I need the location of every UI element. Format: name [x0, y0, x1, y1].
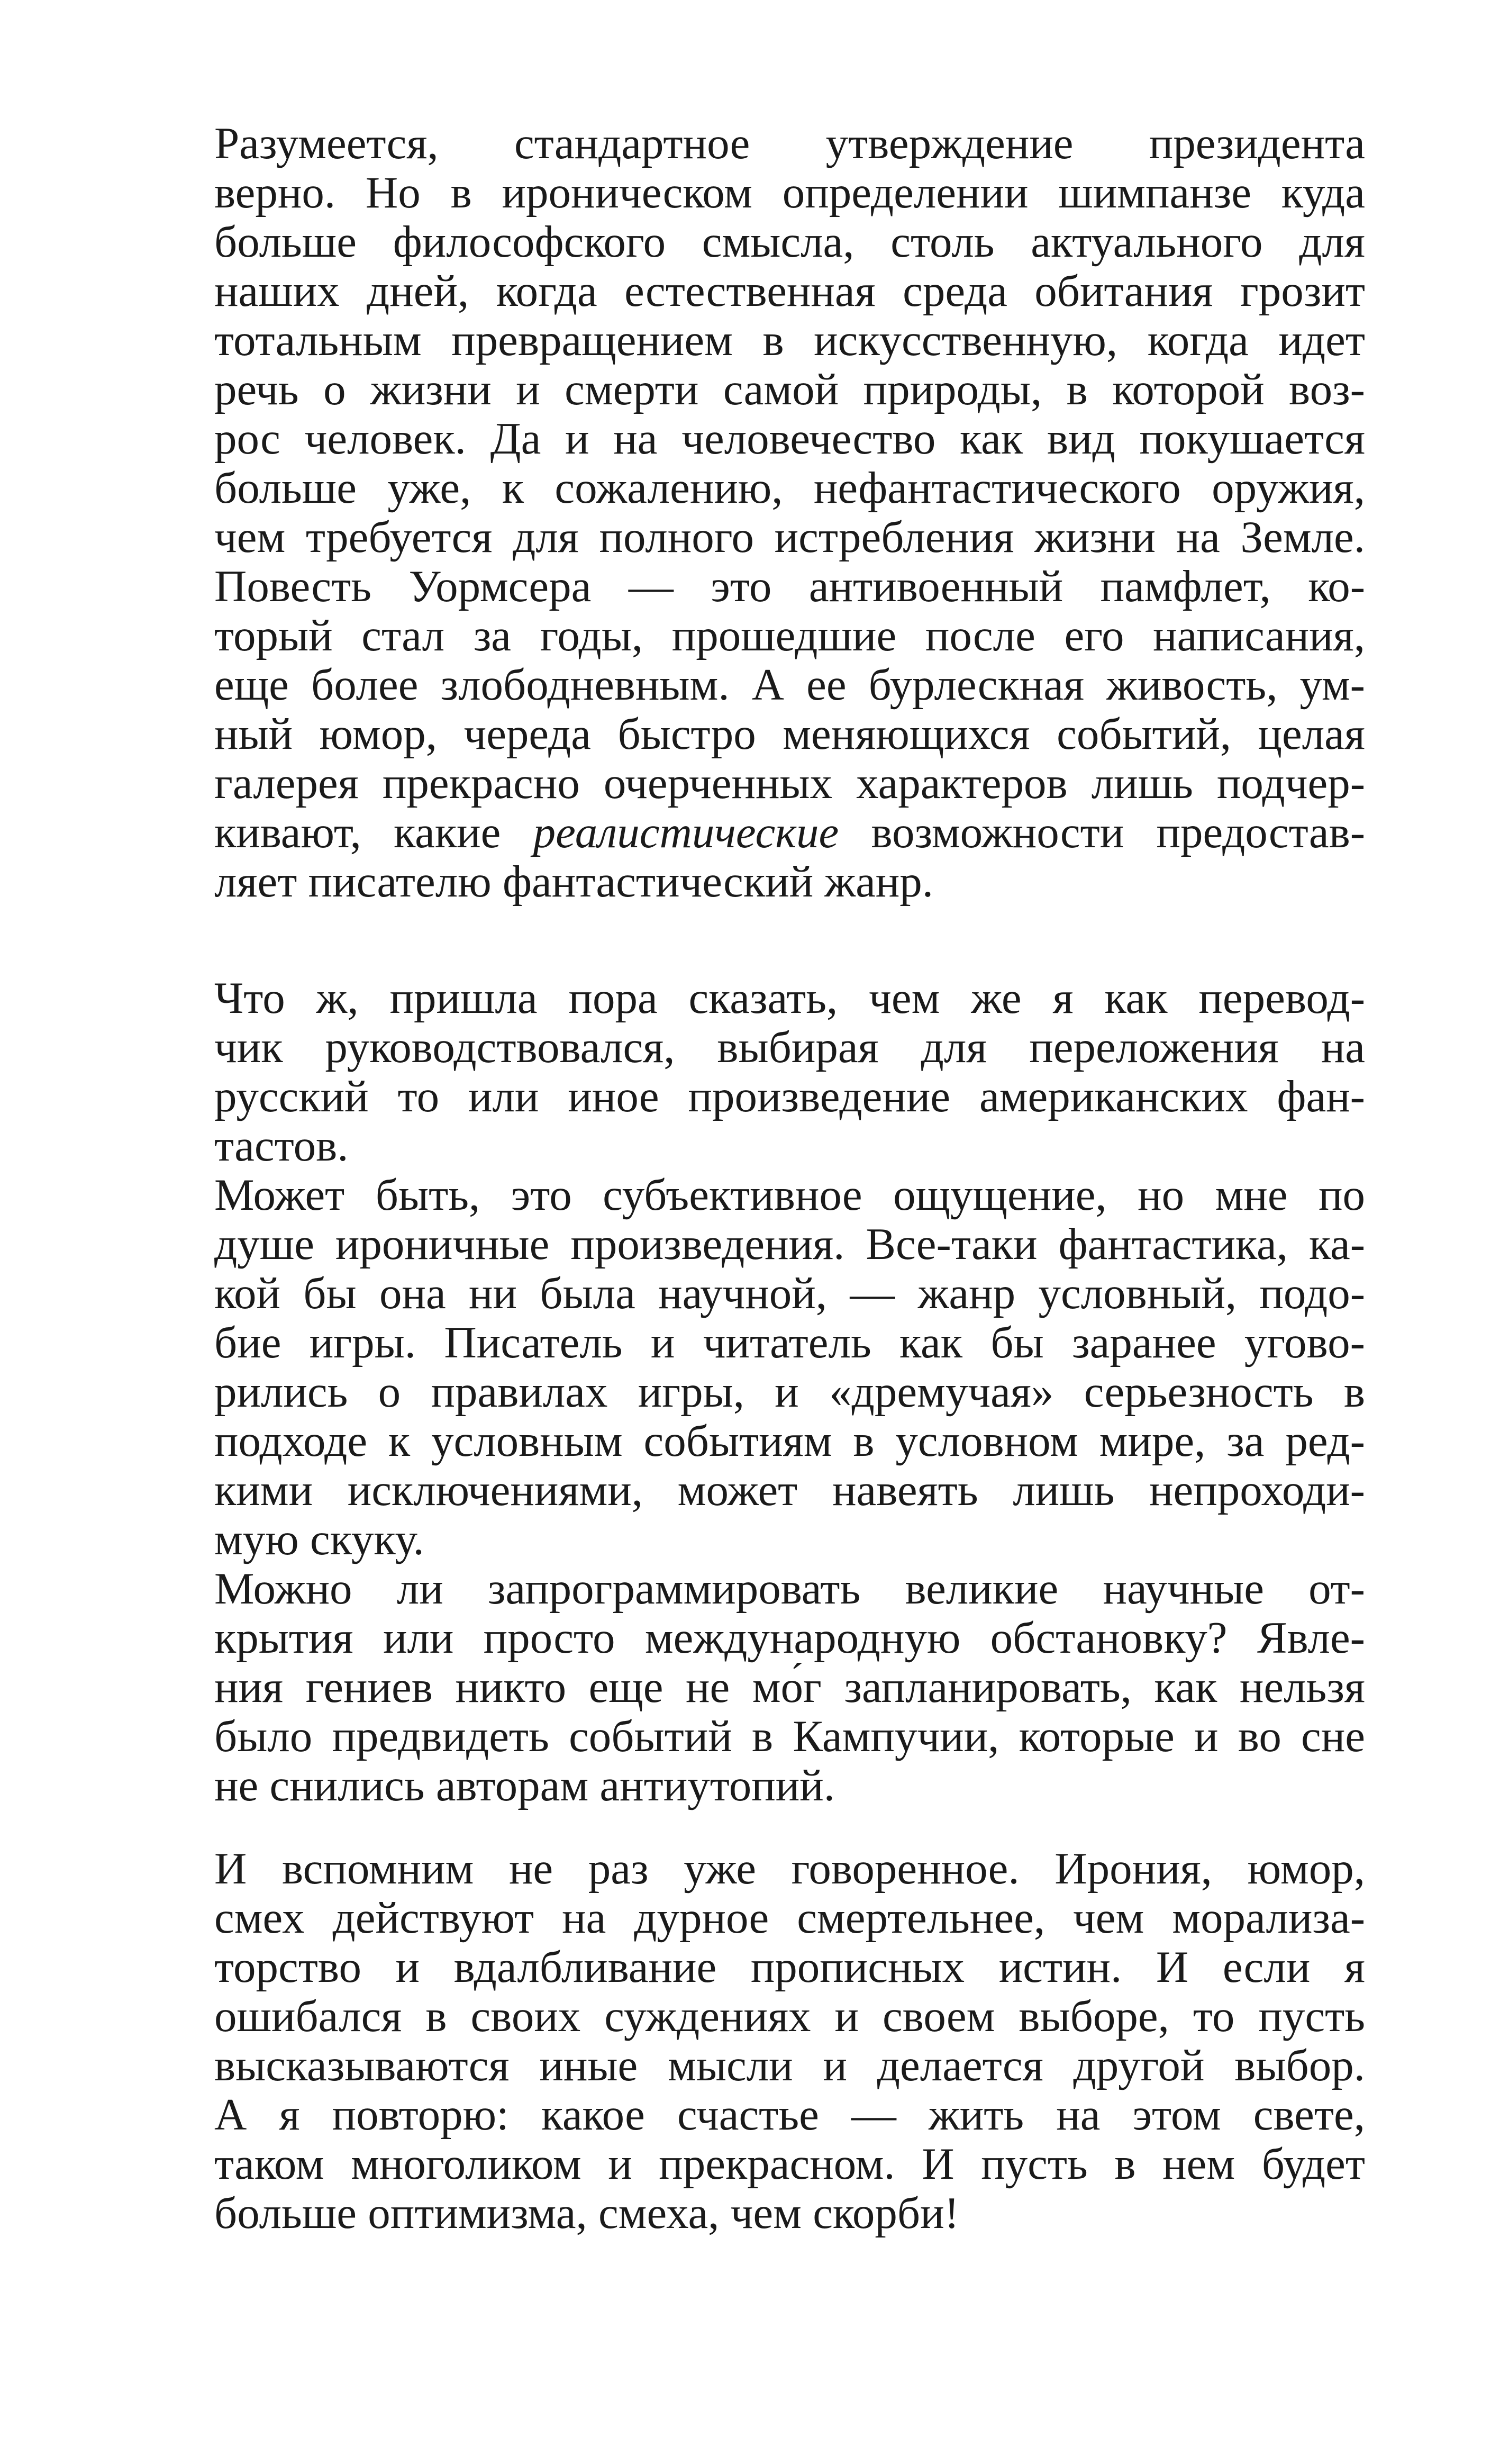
text-line: Может быть, это субъективное ощущение, но мне по [214, 1171, 1365, 1220]
text-line: ляет писателю фантастический жанр. [214, 857, 934, 907]
text-line: ошибался в своих суждениях и своем выборе, то пусть [214, 1992, 1365, 2041]
text-line: торство и вдалбливание прописных истин. И если я [214, 1943, 1365, 1992]
text-line: крытия или просто международную обстановку? Явле- [214, 1614, 1365, 1663]
text-line: Что ж, пришла пора сказать, чем же я как перевод- [214, 974, 1365, 1023]
section-3 [214, 1844, 1365, 2238]
section-1 [214, 119, 1365, 907]
text-line: Разумеется, стандартное утверждение президента [214, 119, 1365, 168]
text-line: кими исключениями, может навеять лишь непроходи- [214, 1466, 1365, 1515]
paragraph [214, 119, 1365, 562]
text-line: душе ироничные произведения. Все-таки фантастика, ка- [214, 1220, 1365, 1269]
text-line: речь о жизни и смерти самой природы, в которой воз- [214, 365, 1365, 414]
text-line: высказываются иные мысли и делается другой выбор. [214, 2041, 1365, 2090]
text-line: рос человек. Да и на человечество как вид покушается [214, 414, 1365, 464]
text-line: чик руководствовался, выбирая для переложения на [214, 1023, 1365, 1072]
text-line: еще более злободневным. А ее бурлескная живость, ум- [214, 660, 1365, 710]
text-line: таком многоликом и прекрасном. И пусть в нем будет [214, 2140, 1365, 2189]
paragraph [214, 1844, 1365, 2090]
text-line: ный юмор, череда быстро меняющихся событий, целая [214, 710, 1365, 759]
text-line: тотальным превращением в искусственную, когда идет [214, 316, 1365, 365]
text-line: наших дней, когда естественная среда обитания грозит [214, 267, 1365, 316]
text-line: подходе к условным событиям в условном мире, за ред- [214, 1417, 1365, 1466]
text-line: кой бы она ни была научной, — жанр условный, подо- [214, 1269, 1365, 1318]
text-line-with-italic [214, 808, 1365, 857]
text-line: торый стал за годы, прошедшие после его написания, [214, 611, 1365, 660]
text-fragment: возможности предостав- [871, 808, 1365, 857]
text-line: было предвидеть событий в Кампучии, которые и во сне [214, 1712, 1365, 1761]
paragraph [214, 1564, 1365, 1810]
paragraph [214, 974, 1365, 1171]
paragraph [214, 2090, 1365, 2238]
text-line: А я повторю: какое счастье — жить на этом свете, [214, 2090, 1365, 2140]
text-line: больше оптимизма, смеха, чем скорби! [214, 2189, 959, 2238]
text-line: галерея прекрасно очерченных характеров лишь подчер- [214, 759, 1365, 808]
text-line: русский то или иное произведение американских фан- [214, 1072, 1365, 1121]
text-line: верно. Но в ироническом определении шимпанзе куда [214, 168, 1365, 218]
paragraph [214, 1171, 1365, 1564]
text-line: чем требуется для полного истребления жизни на Земле. [214, 513, 1365, 562]
italic-word: реалистические [533, 808, 839, 857]
text-line: И вспомним не раз уже говоренное. Ирония, юмор, [214, 1844, 1365, 1894]
text-line: рились о правилах игры, и «дремучая» серьезность в [214, 1367, 1365, 1417]
text-line: Повесть Уормсера — это антивоенный памфлет, ко- [214, 562, 1365, 611]
text-line: ния гениев никто еще не мо́г запланировать, как нельзя [214, 1663, 1365, 1712]
text-fragment: кивают, какие [214, 808, 501, 857]
text-line: мую скуку. [214, 1515, 424, 1564]
text-line: смех действуют на дурное смертельнее, чем морализа- [214, 1894, 1365, 1943]
section-2 [214, 974, 1365, 1810]
text-line: не снились авторам антиутопий. [214, 1761, 835, 1810]
paragraph [214, 562, 1365, 907]
text-line: тастов. [214, 1121, 349, 1171]
text-line: Можно ли запрограммировать великие научные от- [214, 1564, 1365, 1614]
text-line: больше уже, к сожалению, нефантастического оружия, [214, 464, 1365, 513]
text-line: больше философского смысла, столь актуального для [214, 218, 1365, 267]
text-line: бие игры. Писатель и читатель как бы заранее угово- [214, 1318, 1365, 1367]
